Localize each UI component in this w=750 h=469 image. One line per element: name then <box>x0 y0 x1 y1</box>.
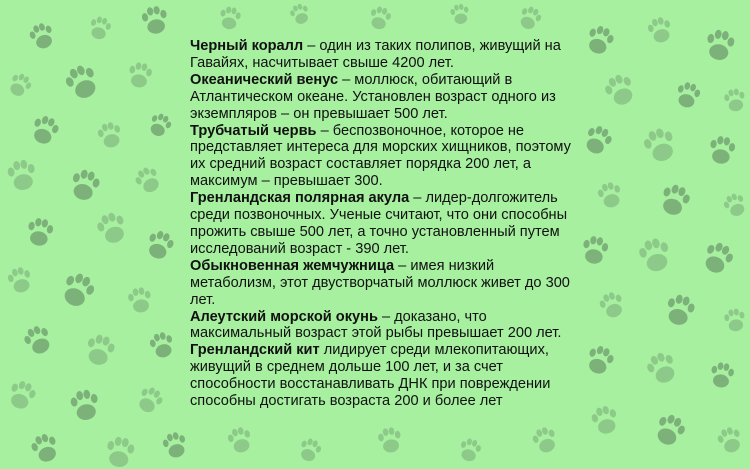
entry-description: – беспозвоночное, которое не представляет интереса для морских хищников, поэтому их средний возраст составляет порядка 200 лет, а максимум – превышает 300. <box>190 122 571 190</box>
paw-print-icon <box>226 425 254 455</box>
entry-description: – лидер-долгожитель среди позвоночных. Ученые считают, что они способны прожить свыше 500 лет, а точно установленный путем исследований возраст - 390 лет. <box>190 190 568 257</box>
paw-print-icon <box>134 384 166 417</box>
paw-print-icon <box>707 135 736 166</box>
paw-print-icon <box>709 361 736 389</box>
paw-print-icon <box>58 269 98 311</box>
paw-print-icon <box>637 236 674 275</box>
entry-description: – один из таких полипов, живущий на Гавайях, насчитывает свыше 4200 лет. <box>190 38 561 71</box>
paw-print-icon <box>218 5 242 31</box>
paw-print-icon <box>25 217 54 248</box>
entry-black-coral <box>190 38 580 72</box>
paw-print-icon <box>148 330 176 360</box>
paw-print-icon <box>580 235 609 266</box>
paw-print-icon <box>581 122 615 157</box>
paw-print-icon <box>723 307 747 333</box>
paw-print-icon <box>699 239 736 277</box>
paw-print-icon <box>663 292 697 328</box>
paw-print-icon <box>367 5 392 32</box>
paw-print-icon <box>144 228 177 262</box>
paw-print-icon <box>704 28 736 62</box>
paw-print-icon <box>68 167 102 203</box>
paw-print-icon <box>589 404 620 437</box>
paw-print-icon <box>29 431 62 465</box>
paw-print-icon <box>161 430 189 460</box>
entry-title: Обыкновенная жемчужница <box>190 257 395 274</box>
entry-rougheye-rockfish <box>190 309 580 343</box>
paw-print-icon <box>132 164 164 197</box>
text-block <box>190 38 580 410</box>
paw-print-icon <box>83 332 117 368</box>
paw-print-icon <box>87 15 112 42</box>
paw-print-icon <box>96 120 124 150</box>
paw-print-icon <box>29 113 62 147</box>
entry-title: Гренландский кит <box>190 342 320 359</box>
paw-print-icon <box>146 111 174 140</box>
paw-print-icon <box>104 435 136 469</box>
entry-greenland-shark <box>190 190 580 258</box>
entry-title: Гренландская полярная акула <box>190 190 410 207</box>
paw-print-icon <box>597 290 627 321</box>
entry-description: – моллюск, обитающий в Атлантическом океане. Установлен возраст одного из экземпляров – он превышает 500 лет. <box>190 71 556 122</box>
paw-print-icon <box>27 21 57 52</box>
paw-print-icon <box>601 71 638 109</box>
paw-print-icon <box>657 181 693 218</box>
paw-print-icon <box>288 2 312 27</box>
paw-print-icon <box>6 70 35 99</box>
paw-print-icon <box>584 23 617 57</box>
paw-print-icon <box>651 411 688 449</box>
entry-freshwater-pearl-mussel <box>190 258 580 309</box>
entry-tube-worm <box>190 123 580 191</box>
paw-print-icon <box>6 265 34 295</box>
paw-print-icon <box>516 4 544 33</box>
entry-description: – имея низкий метаболизм, этот двустворчатый моллюск живет до 300 лет. <box>190 257 570 308</box>
paw-print-icon <box>69 388 101 422</box>
paw-print-icon <box>6 158 38 192</box>
paw-print-icon <box>297 436 324 464</box>
paw-print-icon <box>643 349 680 387</box>
paw-print-icon <box>723 87 747 113</box>
paw-print-icon <box>457 437 482 464</box>
paw-print-icon <box>641 125 680 165</box>
paw-print-icon <box>674 80 702 110</box>
entry-title: Трубчатый червь <box>190 122 317 139</box>
paw-print-icon <box>584 343 617 377</box>
paw-print-icon <box>127 61 154 89</box>
entry-description: – доказано, что максимальный возраст этой рыбы превышает 200 лет. <box>190 308 562 342</box>
paw-print-icon <box>140 5 169 36</box>
paw-print-icon <box>596 180 624 210</box>
paw-print-icon <box>62 61 102 103</box>
paw-print-icon <box>21 322 55 357</box>
paw-print-icon <box>377 426 404 454</box>
entry-title: Алеутский морской окунь <box>190 308 378 325</box>
paw-print-icon <box>127 286 154 314</box>
entry-title: Океанический венус <box>190 71 339 88</box>
paw-print-icon <box>715 425 745 456</box>
entry-ocean-quahog <box>190 72 580 123</box>
paw-print-icon <box>721 191 749 220</box>
paw-print-icon <box>530 425 560 456</box>
entry-bowhead-whale <box>190 342 580 410</box>
entry-title: Черный коралл <box>190 38 304 54</box>
paw-print-icon <box>646 15 674 45</box>
paw-print-icon <box>6 378 39 412</box>
entry-description: лидирует среди млекопитающих, живущий в среднем дольше 100 лет, и за счет способности восстанавливать ДНК при повреждении способны достигать возраста 200 и более лет <box>190 342 551 410</box>
paw-print-icon <box>449 3 470 26</box>
paw-print-icon <box>94 209 130 246</box>
